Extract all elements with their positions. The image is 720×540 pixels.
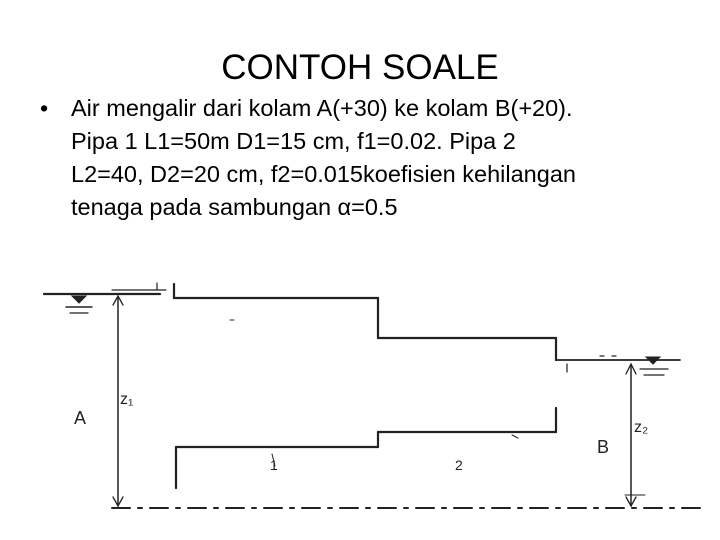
problem-statement xyxy=(40,92,710,224)
z2-label: z₂ xyxy=(634,419,649,436)
reservoir-a-label: A xyxy=(74,408,87,428)
reservoir-a-water-surface xyxy=(44,294,160,313)
problem-line-2: Pipa 1 L1=50m D1=15 cm, f1=0.02. Pipa 2 xyxy=(71,128,516,154)
problem-line-4: tenaga pada sambungan α=0.5 xyxy=(71,194,398,220)
problem-line-3: L2=40, D2=20 cm, f2=0.015koefisien kehilangan xyxy=(71,161,576,187)
energy-line-mark xyxy=(112,283,166,290)
pipe-2 xyxy=(378,338,556,438)
slide-title: CONTOH SOALE xyxy=(221,48,499,87)
pipe-2-label: 2 xyxy=(455,457,463,473)
reservoir-b-water-surface xyxy=(556,356,680,375)
pipe-system-diagram xyxy=(0,260,720,540)
pipe-1-label: 1 xyxy=(270,457,278,473)
bullet-icon: • xyxy=(40,95,49,121)
z1-label: z₁ xyxy=(120,391,134,408)
problem-line-1: Air mengalir dari kolam A(+30) ke kolam B(+20). xyxy=(71,95,573,121)
reservoir-b-label: B xyxy=(597,437,610,457)
